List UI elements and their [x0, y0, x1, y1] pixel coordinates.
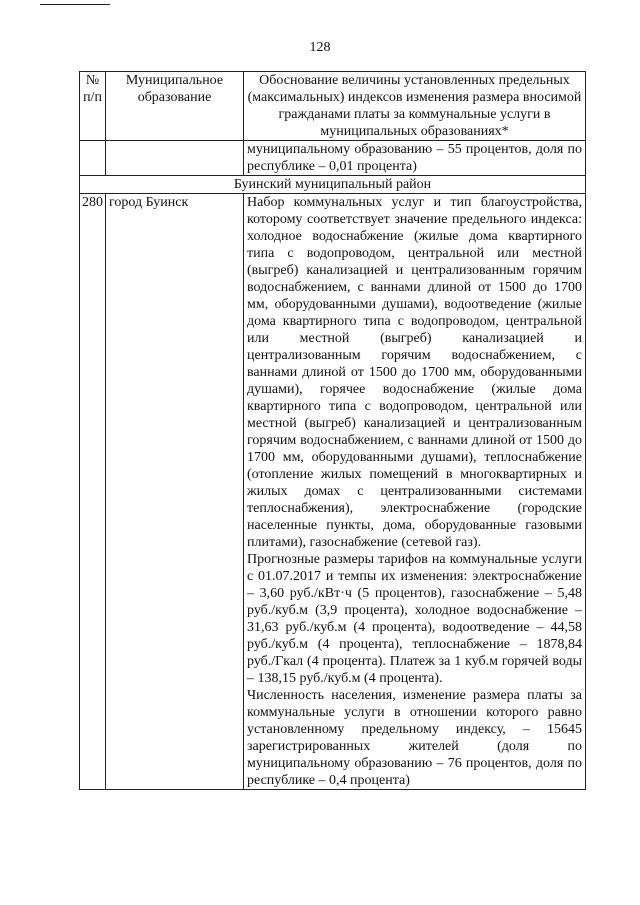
section-row [80, 176, 586, 194]
row-municipality: город Буинск [106, 194, 244, 790]
row-number: 280 [80, 194, 106, 790]
table-header-row [80, 72, 586, 141]
row-justification [244, 194, 586, 790]
section-title: Буинский муниципальный район [80, 176, 586, 194]
continuation-municipality-cell [106, 141, 244, 176]
continuation-row [80, 141, 586, 176]
page-number: 128 [309, 40, 331, 55]
continuation-text: муниципальному образованию – 55 процентов, доля по республике – 0,01 процента) [244, 141, 586, 176]
table-row [80, 194, 586, 790]
paragraph-tariffs: Прогнозные размеры тарифов на коммунальные услуги с 01.07.2017 и темпы их изменения: электроснабжение – 3,60 руб./кВт·ч (5 процентов), газоснабжение – 5,48 руб./куб.м (3,9 процента), холодное водоснабжение – 31,63 руб./куб.м (4 процента), водоотведение – 44,58 руб./куб.м (4 процента), теплоснабжение – 1878,84 руб./Гкал (4 процента). Платеж за 1 куб.м горячей воды – 138,15 руб./куб.м (4 процента). [247, 552, 582, 686]
continuation-number-cell [80, 141, 106, 176]
top-rule [40, 4, 110, 5]
tariff-table [79, 71, 586, 790]
paragraph-population: Численность населения, изменение размера платы за коммунальные услуги в отношении которого равно установленному предельному индексу, – 15645 зарегистрированных жителей (доля по муниципальному образованию – 76 процентов, доля по республике – 0,4 процента) [247, 688, 582, 788]
paragraph-service-set: Набор коммунальных услуг и тип благоустройства, которому соответствует значение предельного индекса: холодное водоснабжение (жилые дома квартирного типа с водопроводом, центральной или местной (выгреб) канализацией и централизованным горячим водоснабжением, с ваннами длиной от 1500 до 1700 мм, оборудованными душами), водоотведение (жилые дома квартирного типа с водопроводом, центральной или местной (выгреб) канализацией и централизованным горячим водоснабжением, с ваннами длиной от 1500 до 1700 мм, оборудованными душами), горячее водоснабжение (жилые дома квартирного типа с водопроводом, центральной или местной (выгреб) канализацией и централизованным горячим водоснабжением, с ваннами длиной от 1500 до 1700 мм, оборудованными душами), теплоснабжение (отопление жилых помещений в многоквартирных и жилых домах с централизованными системами теплоснабжения), электроснабжение (городские населенные пункты, дома, оборудованные газовыми плитами), газоснабжение (сетевой газ). [247, 195, 582, 550]
header-number: № п/п [80, 72, 106, 141]
header-justification: Обоснование величины установленных предельных (максимальных) индексов изменения размера вносимой гражданами платы за коммунальные услуги в муниципальных образованиях* [244, 72, 586, 141]
header-municipality: Муниципальное образование [106, 72, 244, 141]
